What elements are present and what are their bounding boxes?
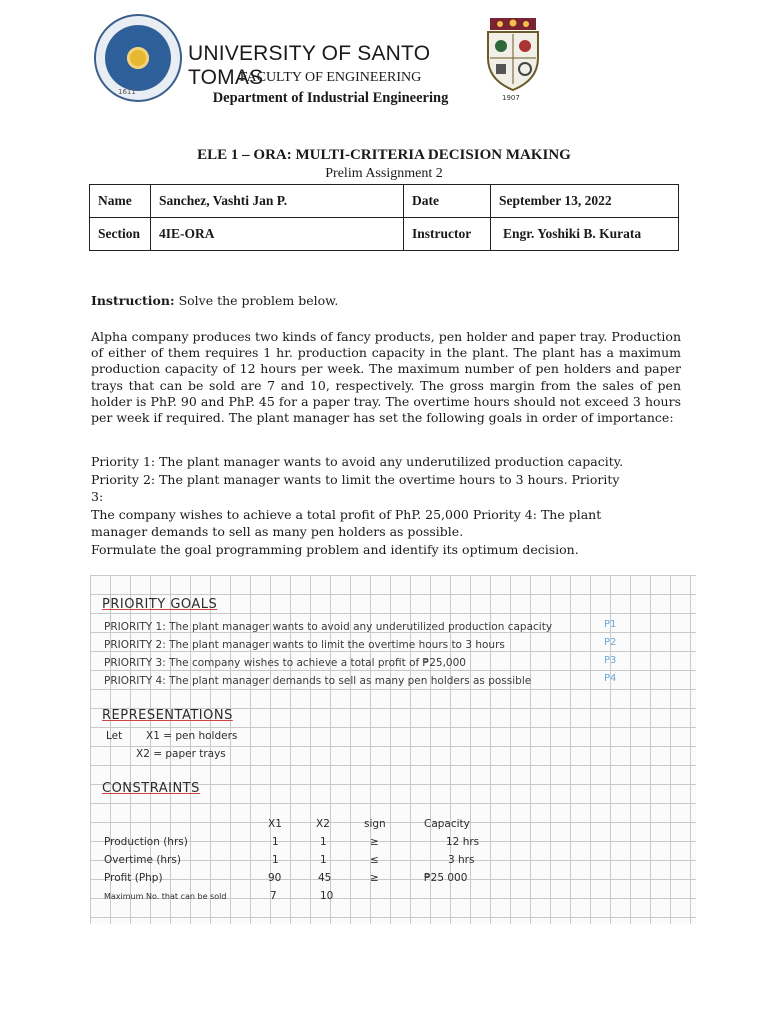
note-priority-2: PRIORITY 2: The plant manager wants to limit the overtime hours to 3 hours (104, 639, 505, 651)
instruction (91, 293, 691, 308)
instruction-text: Solve the problem below. (174, 293, 339, 308)
student-info-table (89, 184, 679, 251)
row-production-sign: ≥ (370, 836, 379, 848)
row-overtime-cap: 3 hrs (448, 854, 475, 866)
row-profit-sign: ≥ (370, 872, 379, 884)
col-capacity: Capacity (424, 818, 470, 830)
col-sign: sign (364, 818, 386, 830)
row-profit-cap: ₱25 000 (424, 872, 468, 884)
ust-seal-logo (94, 14, 182, 102)
row-max-sold-x1: 7 (270, 890, 277, 902)
rep-x2: X2 = paper trays (136, 748, 226, 760)
date-label: Date (404, 185, 491, 218)
rep-let: Let (106, 730, 123, 742)
rep-x1: X1 = pen holders (146, 730, 238, 742)
priority-tag-p3: P3 (604, 655, 617, 666)
priority-line: manager demands to sell as many pen holders as possible. (91, 524, 464, 539)
priority-tag-p1: P1 (604, 619, 617, 630)
constraints-heading: CONSTRAINTS (102, 781, 200, 796)
priorities-list (91, 453, 631, 541)
assignment-subtitle: Prelim Assignment 2 (325, 166, 443, 181)
section-value: 4IE-ORA (151, 218, 404, 251)
priority-tag-p2: P2 (604, 637, 617, 648)
name-label: Name (90, 185, 151, 218)
row-production-x2: 1 (320, 836, 327, 848)
col-x2: X2 (316, 818, 330, 830)
note-priority-3: PRIORITY 3: The company wishes to achieve a total profit of ₱25,000 (104, 657, 466, 669)
faculty-name: FACULTY OF ENGINEERING (239, 70, 422, 85)
priority-goals-heading: PRIORITY GOALS (102, 597, 218, 612)
university-name: UNIVERSITY OF SANTO TOMAS (188, 42, 431, 89)
row-max-sold-x2: 10 (320, 890, 334, 902)
note-priority-1: PRIORITY 1: The plant manager wants to avoid any underutilized production capacity (104, 621, 553, 633)
department-name: Department of Industrial Engineering (212, 90, 449, 106)
col-x1: X1 (268, 818, 282, 830)
row-production-cap: 12 hrs (446, 836, 480, 848)
priority-line: Priority 2: The plant manager wants to limit the overtime hours to 3 hours. Priority 3: (91, 471, 620, 504)
representations-heading: REPRESENTATIONS (102, 708, 233, 723)
handwritten-notes-image (90, 575, 696, 924)
row-max-sold-label: Maximum No. that can be sold (104, 892, 227, 901)
info-row-2 (90, 218, 679, 251)
info-row-1 (90, 185, 679, 218)
instruction-label: Instruction: (91, 293, 175, 308)
problem-statement: Alpha company produces two kinds of fancy products, pen holder and paper tray. Production of either of them requires 1 hr. production capacity in the plant. The plant has a maximum production capacity of 12 hours per week. The maximum number of pen holders and paper trays that can be sold are 7 and 10, respectively. The gross margin from the sales of pen holder is PhP. 90 and PhP. 45 for a paper tray. The overtime hours should not exceed 3 hours per week if required. The plant manager has set the following goals in order of importance: (91, 329, 681, 426)
row-profit-x2: 45 (318, 872, 332, 884)
instructor-value: Engr. Yoshiki B. Kurata (491, 218, 679, 251)
crest-year: 1907 (502, 94, 520, 102)
row-production-label: Production (hrs) (104, 836, 188, 848)
row-overtime-label: Overtime (hrs) (104, 854, 181, 866)
row-production-x1: 1 (272, 836, 279, 848)
row-overtime-sign: ≤ (370, 854, 379, 866)
seal-year: 1611 (118, 88, 136, 96)
name-value: Sanchez, Vashti Jan P. (151, 185, 404, 218)
date-value: September 13, 2022 (491, 185, 679, 218)
row-profit-label: Profit (Php) (104, 872, 163, 884)
instructor-label: Instructor (404, 218, 491, 251)
section-label: Section (90, 218, 151, 251)
seal-sun-emblem (130, 50, 146, 66)
row-overtime-x1: 1 (272, 854, 279, 866)
priority-line: The company wishes to achieve a total profit of PhP. 25,000 Priority 4: The plant (91, 506, 602, 522)
priority-line: Priority 1: The plant manager wants to avoid any underutilized production capacity. (91, 454, 624, 469)
note-priority-4: PRIORITY 4: The plant manager demands to sell as many pen holders as possible (104, 675, 532, 687)
formulate-instruction: Formulate the goal programming problem and identify its optimum decision. (91, 542, 579, 557)
row-overtime-x2: 1 (320, 854, 327, 866)
row-profit-x1: 90 (268, 872, 282, 884)
course-title: ELE 1 – ORA: MULTI-CRITERIA DECISION MAKING (197, 147, 571, 163)
engineering-crest-logo (480, 14, 546, 92)
priority-tag-p4: P4 (604, 673, 617, 684)
